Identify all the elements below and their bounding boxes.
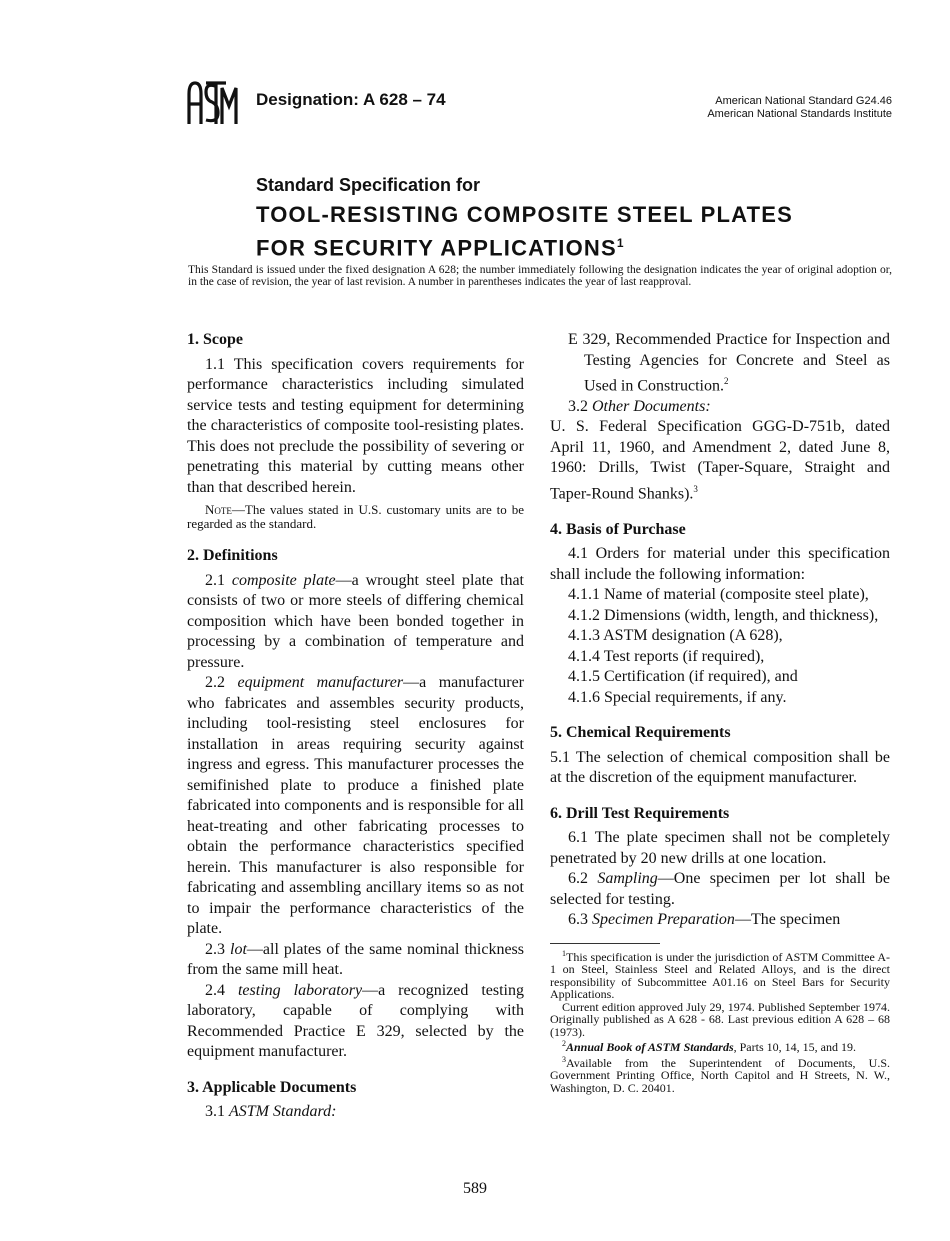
footnote-2	[550, 1038, 890, 1054]
footnote-mark: 3	[693, 483, 698, 494]
para-num: 2.1	[205, 571, 232, 589]
para-num: 6.3	[568, 911, 592, 929]
paragraph-4-1-5: 4.1.5 Certification (if required), and	[568, 668, 798, 686]
definition-text: —a manufacturer who fabricates and assembles security products, including tool-resisting steel enclosures for installation in areas requiring security against ingress and egress. This manufacturer processes the semifinished plate to produce a finished plate fabricated into components and is responsible for all heat-treating and other fabricating processes to obtain the performance characteristics specified herein. This manufacturer is also responsible for fabricating and assembling ancillary items so as not to impair the performance characteristics of the plate.	[187, 674, 524, 937]
term-sampling: Sampling	[597, 870, 658, 888]
term-equipment-manufacturer: equipment manufacturer	[237, 674, 404, 691]
footnote-mark: 2	[724, 376, 729, 386]
footnote-text: Available from the Superintendent of Documents, U.S. Government Printing Office, North Capitol and H Streets, N. W., Washington, D. C. 20401.	[550, 1055, 890, 1095]
definition-text: —all plates of the same nominal thickness from the same mill heat.	[187, 940, 525, 978]
footnote-rule	[550, 943, 660, 944]
para-num: 2.2	[205, 674, 238, 691]
title-prefix: Standard Specification for	[256, 175, 481, 195]
paragraph-5-1: 5.1 The selection of chemical composition shall be at the discretion of the equipment manufacturer.	[550, 748, 890, 787]
paragraph-4-1-4: 4.1.4 Test reports (if required),	[568, 647, 765, 665]
footnotes	[550, 943, 890, 1095]
paragraph-text: —The specimen	[734, 911, 841, 929]
section-heading-applicable-documents: 3. Applicable Documents	[187, 1078, 357, 1096]
left-column	[187, 330, 524, 1123]
footnote-3	[550, 1054, 890, 1095]
paragraph-3-1	[187, 1102, 524, 1123]
title-line-1: TOOL-RESISTING COMPOSITE STEEL PLATES	[256, 202, 794, 227]
paragraph-2-4	[187, 981, 524, 1063]
definition-text: —a recognized testing laboratory, capable of complying with Recommended Practice E 329, selected by the equipment manufacturer.	[187, 981, 524, 1060]
para-num: 3.2	[568, 397, 592, 415]
paragraph-6-1: 6.1 The plate specimen shall not be completely penetrated by 20 new drills at one location.	[550, 829, 890, 867]
footnote-2-title: Annual Book of ASTM Standards	[566, 1040, 734, 1055]
title-line-2-text: FOR SECURITY APPLICATIONS	[256, 235, 617, 261]
ansi-designation	[707, 95, 892, 121]
para-num: 2.4	[205, 981, 238, 999]
right-column	[550, 330, 890, 1094]
footnote-mark: 2	[562, 1039, 566, 1049]
paragraph-4-1: 4.1 Orders for material under this specification shall include the following information:	[550, 545, 890, 583]
paragraph-4-1-2: 4.1.2 Dimensions (width, length, and thickness),	[568, 606, 879, 624]
issuance-notice: This Standard is issued under the fixed designation A 628; the number immediately following the designation indicates the year of original adoption or, in the case of revision, the year of last revision. A number in parentheses indicates the year of last reapproval.	[188, 264, 892, 288]
section-heading-chemical-requirements: 5. Chemical Requirements	[550, 724, 731, 742]
para-num: 6.2	[568, 870, 598, 888]
document-title	[256, 200, 793, 262]
scope-note	[187, 503, 524, 531]
section-heading-definitions: 2. Definitions	[187, 547, 278, 564]
paragraph-4-1-1: 4.1.1 Name of material (composite steel plate),	[568, 586, 869, 604]
reference-text: E 329, Recommended Practice for Inspection and Testing Agencies for Concrete and Steel as Used in Construction.	[568, 331, 890, 395]
note-text: —The values stated in U.S. customary units are to be regarded as the standard.	[187, 502, 524, 531]
astm-logo	[186, 80, 238, 126]
section-heading-drill-test: 6. Drill Test Requirements	[550, 804, 730, 822]
paragraph-1-1: 1.1 This specification covers requirements for performance characteristics including simulated service tests and testing equipment for determining the characteristics of composite tool-resisting plates. This does not preclude the possibility of severing or penetrating this material by cutting means other than that described herein.	[187, 355, 524, 496]
footnote-text: , Parts 10, 14, 15, and 19.	[733, 1040, 856, 1055]
footnote-mark: 3	[562, 1054, 566, 1064]
note-label: Note	[205, 502, 232, 517]
definition-text: —a wrought steel plate that consists of two or more steels of differing chemical composition which have been bonded together in processing by a combination of temperature and pressure.	[187, 571, 524, 671]
paragraph-3-2	[550, 397, 890, 418]
term-specimen-preparation: Specimen Preparation	[592, 911, 735, 929]
footnote-1	[550, 948, 890, 1001]
paragraph-2-2	[187, 673, 524, 940]
paragraph-4-1-3: 4.1.3 ASTM designation (A 628),	[568, 627, 783, 645]
paragraph-6-2	[550, 869, 890, 910]
footnote-1-edition: Current edition approved July 29, 1974. Published September 1974. Originally published as A 628 - 68. Last previous edition A 628 – 68 (1973).	[550, 999, 890, 1039]
reference-federal-spec	[550, 417, 890, 504]
paragraph-text: —One specimen per lot shall be selected for testing.	[550, 870, 891, 908]
reference-e329	[550, 330, 890, 397]
section-heading-scope: 1. Scope	[187, 331, 243, 348]
paragraph-2-1	[187, 571, 524, 674]
term-lot: lot	[230, 940, 247, 958]
title-line-2	[256, 229, 793, 262]
para-num: 3.1	[205, 1103, 229, 1120]
term-composite-plate: composite plate	[231, 571, 336, 589]
ansi-line-1: American National Standard G24.46	[715, 95, 892, 107]
subheading-astm-standard: ASTM Standard:	[229, 1103, 337, 1120]
section-heading-basis-of-purchase: 4. Basis of Purchase	[550, 520, 686, 538]
subheading-other-documents: Other Documents:	[592, 397, 711, 415]
ansi-line-2: American National Standards Institute	[707, 108, 892, 120]
para-num: 2.3	[205, 940, 231, 958]
term-testing-laboratory: testing laboratory	[237, 981, 363, 999]
footnote-mark: 1	[562, 948, 566, 958]
footnote-text: This specification is under the jurisdiction of ASTM Committee A-1 on Steel, Stainless Steel and Related Alloys, and is the direct responsibility of Subcommittee A01.16 on Steel Bars for Security Applications.	[550, 949, 890, 1002]
paragraph-6-3	[550, 910, 890, 931]
paragraph-4-1-6: 4.1.6 Special requirements, if any.	[568, 688, 787, 706]
paragraph-2-3	[187, 940, 524, 981]
title-footnote-mark: 1	[616, 236, 625, 250]
page-number: 589	[463, 1180, 487, 1197]
reference-text: U. S. Federal Specification GGG-D-751b, dated April 11, 1960, and Amendment 2, dated June 8, 1960: Drills, Twist (Taper-Square, Straight and Taper-Round Shanks).	[550, 418, 890, 503]
designation: Designation: A 628 – 74	[256, 90, 446, 109]
